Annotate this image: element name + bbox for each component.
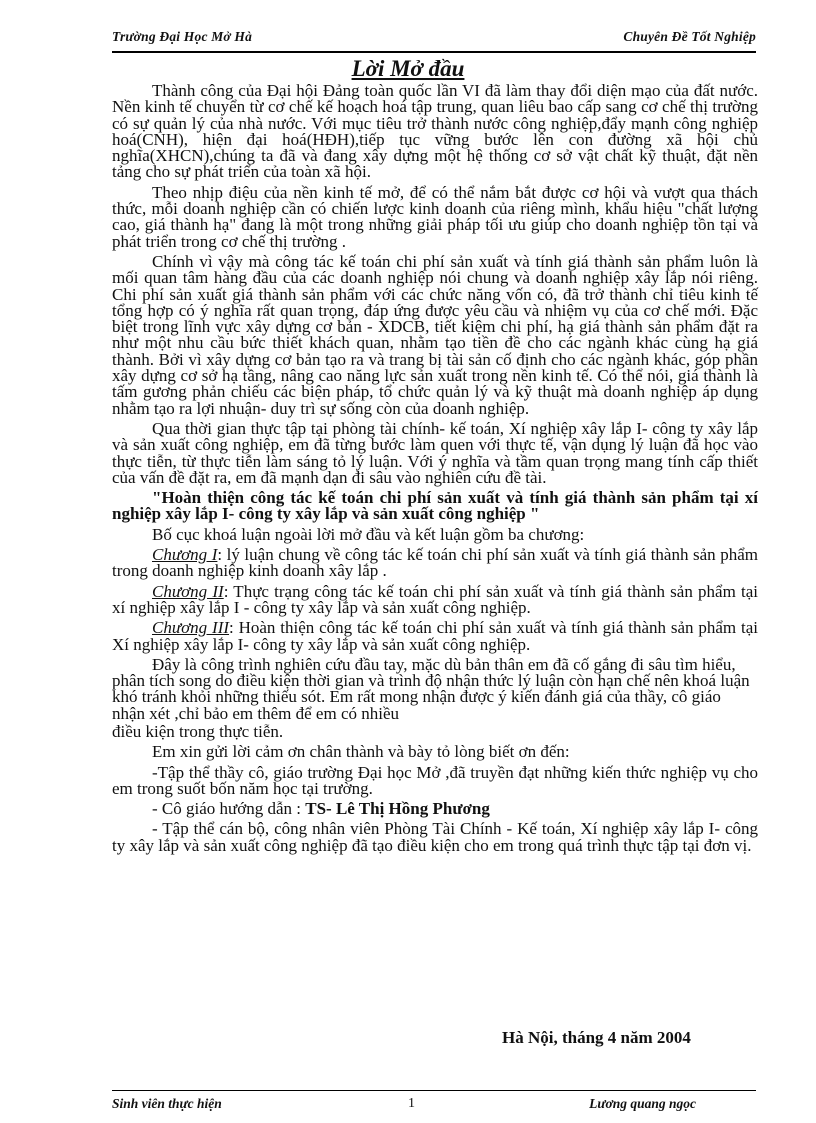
- body-text: [112, 83, 758, 858]
- footer-author-role: Sinh viên thực hiện: [112, 1096, 222, 1111]
- page-number: 1: [408, 1096, 415, 1111]
- chapter-label: Chương I: [152, 545, 218, 565]
- paragraph: Bố cục khoá luận ngoài lời mở đầu và kết luận gồm ba chương:: [152, 524, 585, 544]
- advisor-name: TS- Lê Thị Hồng Phương: [305, 799, 490, 819]
- chapter-label: Chương II: [152, 581, 224, 601]
- page-footer: [112, 1090, 756, 1117]
- paragraph-continuation: điều kiện trong thực tiễn.: [112, 721, 284, 741]
- paragraph: Theo nhịp điệu của nền kinh tế mở, để có thể nắm bắt được cơ hội và vượt qua thách thức, mỗi doanh nghiệp cần có chiến lược kinh doanh của riêng mình, khẩu hiệu "chất lượng cao, giá thành hạ" đang là một trong những giải pháp tối ưu giúp cho doanh nghiệp tồn tại và phát triển trong cơ chế thị trường .: [112, 182, 758, 251]
- signature-date: Hà Nội, tháng 4 năm 2004: [502, 1028, 691, 1047]
- chapter-1: [112, 547, 758, 580]
- chapter-text: : lý luận chung về công tác kế toán chi phí sản xuất và tính giá thành sản phẩm trong doanh nghiệp kinh doanh xây lắp .: [112, 545, 758, 581]
- paragraph: Em xin gửi lời cảm ơn chân thành và bày tỏ lòng biết ơn đến:: [152, 742, 570, 762]
- paragraph: Đây là công trình nghiên cứu đầu tay, mặc dù bản thân em đã cố gắng đi sâu tìm hiểu, phân tích song do điều kiện thời gian và trình độ nhận thức lý luận còn hạn chế nên khoá luận khó tránh khỏi những thiếu sót. Em rất mong nhận được ý kiến đánh giá của thầy, cô giáo nhận xét ,chỉ bảo em thêm để em có nhiều: [112, 654, 750, 723]
- advisor-prefix: - Cô giáo hướng dẫn :: [152, 799, 306, 819]
- header-doc-type: Chuyên Đề Tốt Nghiệp: [623, 29, 756, 44]
- paragraph: Thành công của Đại hội Đảng toàn quốc lần VI đã làm thay đổi diện mạo của đất nước. Nền kinh tế chuyển từ cơ chế kế hoạch hoá tập trung, quan liêu bao cấp sang cơ chế thị trường có sự quản lý của nhà nước. Với mục tiêu trở thành nước công nghiệp,đẩy mạnh công nghiệp hoá(CNH), hiện đại hoá(HĐH),tiếp tục vững bước lên con đường xã hội chủ nghĩa(XHCN),chúng ta đã và đang xây dựng một hệ thống cơ sở vật chất kỹ thuật, đặt nền tảng cho sự phát triển của toàn xã hội.: [112, 81, 758, 182]
- advisor-line: [112, 801, 758, 817]
- paragraph: - Tập thể cán bộ, công nhân viên Phòng Tài Chính - Kế toán, Xí nghiệp xây lắp I- công ty xây lắp và sản xuất công nghiệp đã tạo điều kiện cho em trong quá trình thực tập tại đơn vị.: [112, 819, 758, 855]
- paragraph: Qua thời gian thực tập tại phòng tài chính- kế toán, Xí nghiệp xây lắp I- công ty xây lắp và sản xuất công nghiệp, em đã từng bước làm quen với thực tế, vận dụng lý luận đã học vào thực tiễn, từ thực tiễn làm sáng tỏ lý luận. Với ý nghĩa và tầm quan trọng mang tính cấp thiết của vấn đề đặt ra, em đã mạnh dạn đi sâu vào nghiên cứu đề tài.: [112, 418, 758, 487]
- paragraph: Chính vì vậy mà công tác kế toán chi phí sản xuất và tính giá thành sản phẩm luôn là mối quan tâm hàng đầu của các doanh nghiệp nói chung và doanh nghiệp xây lắp nói riêng. Chi phí sản xuất giá thành sản phẩm với các chức năng vốn có, đã trở thành chỉ tiêu kinh tế tổng hợp có ý nghĩa rất quan trọng, đáp ứng được yêu cầu và nhiệm vụ của cơ chế mới. Đặc biệt trong lĩnh vực xây dựng cơ bản - XDCB, tiết kiệm chi phí, hạ giá thành sản phẩm đặt ra như một nhu cầu bức thiết khách quan, nhằm tạo tiền đề cho các ngành khác cùng hạ giá thành. Bởi vì xây dựng cơ bản tạo ra và trang bị tài sản cố định cho các ngành khác, góp phần xây dựng cơ sở hạ tầng, nâng cao năng lực sản xuất trong nền kinh tế. Có thể nói, giá thành là tấm gương phản chiếu các biện pháp, tổ chức quản lý và kỹ thuật mà doanh nghiệp áp dụng nhằm tạo ra lợi nhuận- duy trì sự sống còn của doanh nghiệp.: [112, 251, 758, 418]
- paragraph: -Tập thể thầy cô, giáo trường Đại học Mở ,đã truyền đạt những kiến thức nghiệp vụ cho em trong suốt bốn năm học tại trường.: [112, 762, 758, 798]
- thesis-topic: "Hoàn thiện công tác kế toán chi phí sản xuất và tính giá thành sản phẩm tại xí nghiệp xây lắp I- công ty xây lắp và sản xuất công nghiệp ": [112, 488, 758, 524]
- chapter-2: [112, 581, 758, 617]
- chapter-text: : Thực trạng công tác kế toán chi phí sản xuất và tính giá thành sản phẩm tại xí nghiệp xây lắp I - công ty xây lắp và sản xuất công nghiệp.: [112, 581, 758, 617]
- chapter-3: [112, 620, 758, 653]
- chapter-label: Chương III: [152, 618, 230, 638]
- page-title: Lời Mở đầu: [351, 56, 465, 81]
- page-header: [112, 25, 756, 53]
- footer-author-name: Lương quang ngọc: [589, 1096, 696, 1111]
- header-school: Trường Đại Học Mở Hà: [112, 29, 253, 44]
- chapter-text: : Hoàn thiện công tác kế toán chi phí sản xuất và tính giá thành sản phẩm tại Xí nghiệp xây lắp I- công ty xây lắp và sản xuất công nghiệp.: [112, 618, 758, 654]
